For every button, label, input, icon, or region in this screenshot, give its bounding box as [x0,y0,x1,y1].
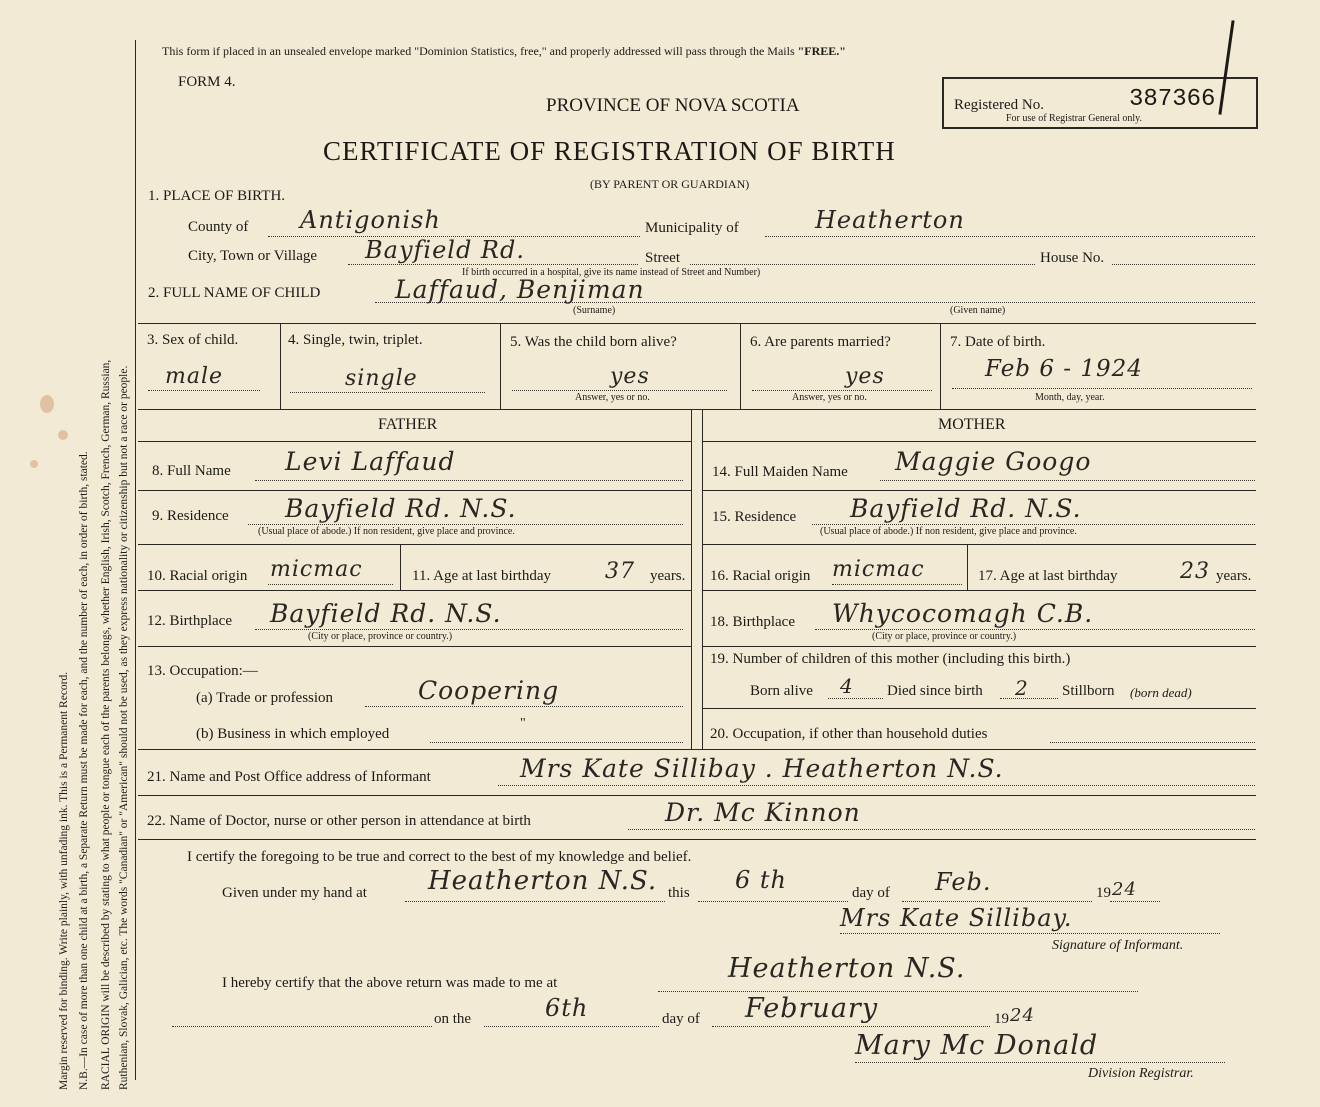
city-value: Bayfield Rd. [365,236,525,264]
mother-birthplace-value: Whycocomagh C.B. [832,599,1094,628]
mother-residence-note: (Usual place of abode.) If non resident, give place and province. [820,526,1077,537]
month-line [902,901,1092,902]
father-business-line [430,742,683,743]
father-age-label: 11. Age at last birthday [412,568,551,584]
plurality-value: single [345,366,418,391]
year-prefix: 19 [1096,885,1111,901]
registrar-month-value: February [745,993,879,1024]
registered-number-box [942,77,1258,129]
registrar-year-value: 24 [1010,1005,1035,1026]
died-since-birth-value: 2 [1015,676,1029,700]
father-age-unit: years. [650,568,686,584]
divider [138,646,691,647]
year-line [1110,901,1160,902]
informant-signature: Mrs Kate Sillibay. [840,904,1073,932]
street-label: Street [645,250,680,266]
registrar-statement: I hereby certify that the above return was made to me at [222,975,558,991]
given-place-value: Heatherton N.S. [428,866,658,896]
registrar-month-line [712,1026,990,1027]
house-number-line [1112,264,1255,265]
father-trade-value: Coopering [418,676,560,705]
date-of-birth-label: 7. Date of birth. [950,334,1046,350]
registrar-day-of-label: day of [662,1011,700,1027]
city-label: City, Town or Village [188,248,318,264]
father-birthplace-label: 12. Birthplace [147,613,232,629]
mother-residence-value: Bayfield Rd. N.S. [850,494,1082,523]
form-number: FORM 4. [178,74,236,90]
divider [138,323,1256,324]
born-alive-note: Answer, yes or no. [575,392,650,403]
father-residence-label: 9. Residence [152,508,229,524]
mother-children-label: 19. Number of children of this mother (including this birth.) [710,651,1071,667]
mother-name-value: Maggie Googo [895,447,1092,476]
plurality-line [290,392,485,393]
column-divider [702,409,703,749]
child-name-value: Laffaud, Benjiman [395,275,645,304]
father-trade-label: (a) Trade or profession [196,690,334,706]
registered-number: 387366 [1129,86,1216,113]
divider [138,795,1256,796]
mother-birthplace-line [815,629,1255,630]
certification-statement: I certify the foregoing to be true and correct to the best of my knowledge and belief. [187,849,692,865]
born-alive-label: 5. Was the child born alive? [510,334,677,350]
certificate-subtitle: (BY PARENT OR GUARDIAN) [590,177,750,191]
province-heading: PROVINCE OF NOVA SCOTIA [546,95,800,116]
certificate-title: CERTIFICATE OF REGISTRATION OF BIRTH [323,136,896,166]
registrar-place-value: Heatherton N.S. [728,953,966,984]
divider [702,646,1256,647]
municipality-line [765,236,1255,237]
informant-signature-line [840,933,1220,934]
margin-note-racial-origin-cont: Ruthenian, Slovak, Galician, etc. The words "Canadian" or "American" should not be used, as they express nationality or citizenship but not a race or people. [118,365,130,1090]
registrar-signature-line [855,1062,1225,1063]
father-residence-note: (Usual place of abode.) If non resident, give place and province. [258,526,515,537]
margin-border [135,40,136,1080]
plurality-label: 4. Single, twin, triplet. [288,332,423,348]
margin-note-racial-origin: RACIAL ORIGIN will be described by stating to what people or tongue each of the parents belongs, whether English, Irish, Scotch, French, German, Russian, [100,359,112,1090]
divider [400,544,401,590]
registrar-general-note: For use of Registrar General only. [1006,113,1142,124]
father-occupation-label: 13. Occupation:— [147,663,258,679]
father-birthplace-value: Bayfield Rd. N.S. [270,599,502,628]
registrar-signature: Mary Mc Donald [855,1030,1099,1061]
house-number-label: House No. [1040,250,1105,266]
paper-stain [40,395,54,413]
postal-note: This form if placed in an unsealed envelope marked "Dominion Statistics, free," and properly addressed will pass through the Mails "FREE." [162,44,846,58]
father-age-value: 37 [605,559,635,584]
father-name-line [255,480,683,481]
father-racial-origin-value: micmac [270,557,363,582]
mother-residence-label: 15. Residence [712,509,797,525]
street-line [690,264,1035,265]
divider [940,323,941,409]
mother-age-unit: years. [1216,568,1252,584]
county-label: County of [188,219,249,235]
day-value: 6 th [735,866,787,894]
attendant-label: 22. Name of Doctor, nurse or other person in attendance at birth [147,813,531,829]
divider [967,544,968,590]
registrar-day-line [484,1026,659,1027]
registrar-day-value: 6th [545,994,589,1022]
mother-occupation-label: 20. Occupation, if other than household duties [710,726,988,742]
county-value: Antigonish [300,206,441,234]
stillborn-note: (born dead) [1130,685,1192,700]
date-of-birth-note: Month, day, year. [1035,392,1105,403]
paper-stain [58,430,68,440]
column-divider [691,409,692,749]
divider [740,323,741,409]
margin-note-multiple-births: N.B.—In case of more than one child at a birth, a Separate Return must be made for each, and the number of each, in order of birth, stated. [78,451,90,1090]
date-of-birth-value: Feb 6 - 1924 [985,356,1143,382]
father-racial-origin-label: 10. Racial origin [147,568,248,584]
father-name-label: 8. Full Name [152,463,231,479]
place-of-birth-label: 1. PLACE OF BIRTH. [148,188,286,204]
father-heading: FATHER [378,416,438,433]
registrar-year-prefix: 19 [994,1011,1009,1027]
father-business-label: (b) Business in which employed [196,726,390,742]
father-birthplace-note: (City or place, province or country.) [308,631,453,642]
divider [702,441,1256,442]
born-alive-count-line [828,698,883,699]
sex-label: 3. Sex of child. [147,332,239,348]
sex-value: male [165,364,224,389]
divider [500,323,501,409]
father-racial-origin-line [268,584,393,585]
registrar-blank-line [172,1026,432,1027]
day-line [698,901,848,902]
died-since-birth-label: Died since birth [887,683,983,699]
attendant-line [628,829,1255,830]
born-alive-line [512,390,727,391]
parents-married-note: Answer, yes or no. [792,392,867,403]
registrar-place-line [658,991,1138,992]
parents-married-line [752,390,932,391]
divider [138,544,691,545]
surname-note: (Surname) [573,305,616,316]
mother-age-value: 23 [1180,559,1210,584]
given-place-line [405,901,665,902]
given-name-note: (Given name) [950,305,1006,316]
parents-married-value: yes [845,364,885,389]
father-residence-line [248,524,683,525]
mother-racial-origin-line [832,584,962,585]
mother-occupation-line [1050,742,1255,743]
month-value: Feb. [935,868,992,896]
divider [138,409,1256,410]
father-residence-value: Bayfield Rd. N.S. [285,494,517,523]
divider [702,708,1256,709]
born-alive-count-label: Born alive [750,683,813,699]
father-name-value: Levi Laffaud [285,447,456,476]
divider [702,544,1256,545]
sex-line [148,390,260,391]
mother-residence-line [812,524,1255,525]
mother-racial-origin-label: 16. Racial origin [710,568,811,584]
stillborn-label: Stillborn [1062,683,1115,699]
this-label: this [668,885,690,901]
father-trade-line [365,706,683,707]
divider [280,323,281,409]
attendant-value: Dr. Mc Kinnon [665,798,861,827]
divider [138,590,691,591]
given-under-label: Given under my hand at [222,885,367,901]
margin-note-binding: Margin reserved for binding. Write plainly, with unfading ink. This is a Permanent Record. [58,671,70,1090]
hospital-note: If birth occurred in a hospital, give its name instead of Street and Number) [462,267,761,278]
divider [138,749,1256,750]
informant-line [498,785,1255,786]
divider [138,839,1256,840]
mother-name-line [880,480,1255,481]
mother-birthplace-note: (City or place, province or country.) [872,631,1017,642]
informant-value: Mrs Kate Sillibay . Heatherton N.S. [520,754,1004,783]
mother-heading: MOTHER [938,416,1006,433]
paper-stain [30,460,38,468]
born-alive-count-value: 4 [840,674,854,698]
on-the-label: on the [434,1011,472,1027]
died-since-birth-line [1000,698,1058,699]
date-of-birth-line [952,388,1252,389]
mother-age-label: 17. Age at last birthday [978,568,1118,584]
father-business-value: " [520,716,526,731]
informant-label: 21. Name and Post Office address of Informant [147,769,431,785]
municipality-label: Municipality of [645,220,739,236]
divider [702,490,1256,491]
parents-married-label: 6. Are parents married? [750,334,891,350]
mother-birthplace-label: 18. Birthplace [710,614,795,630]
municipality-value: Heatherton [815,206,965,234]
divider [138,490,691,491]
day-of-label: day of [852,885,890,901]
child-name-label: 2. FULL NAME OF CHILD [148,285,321,301]
signature-of-informant-label: Signature of Informant. [1052,938,1184,953]
mother-name-label: 14. Full Maiden Name [712,464,848,480]
divider [138,441,691,442]
divider [702,590,1256,591]
mother-racial-origin-value: micmac [832,557,925,582]
registered-label: Registered No. [954,97,1044,113]
division-registrar-label: Division Registrar. [1088,1066,1194,1081]
city-line [348,264,638,265]
born-alive-value: yes [610,364,650,389]
father-birthplace-line [255,629,683,630]
year-value: 24 [1112,879,1137,900]
